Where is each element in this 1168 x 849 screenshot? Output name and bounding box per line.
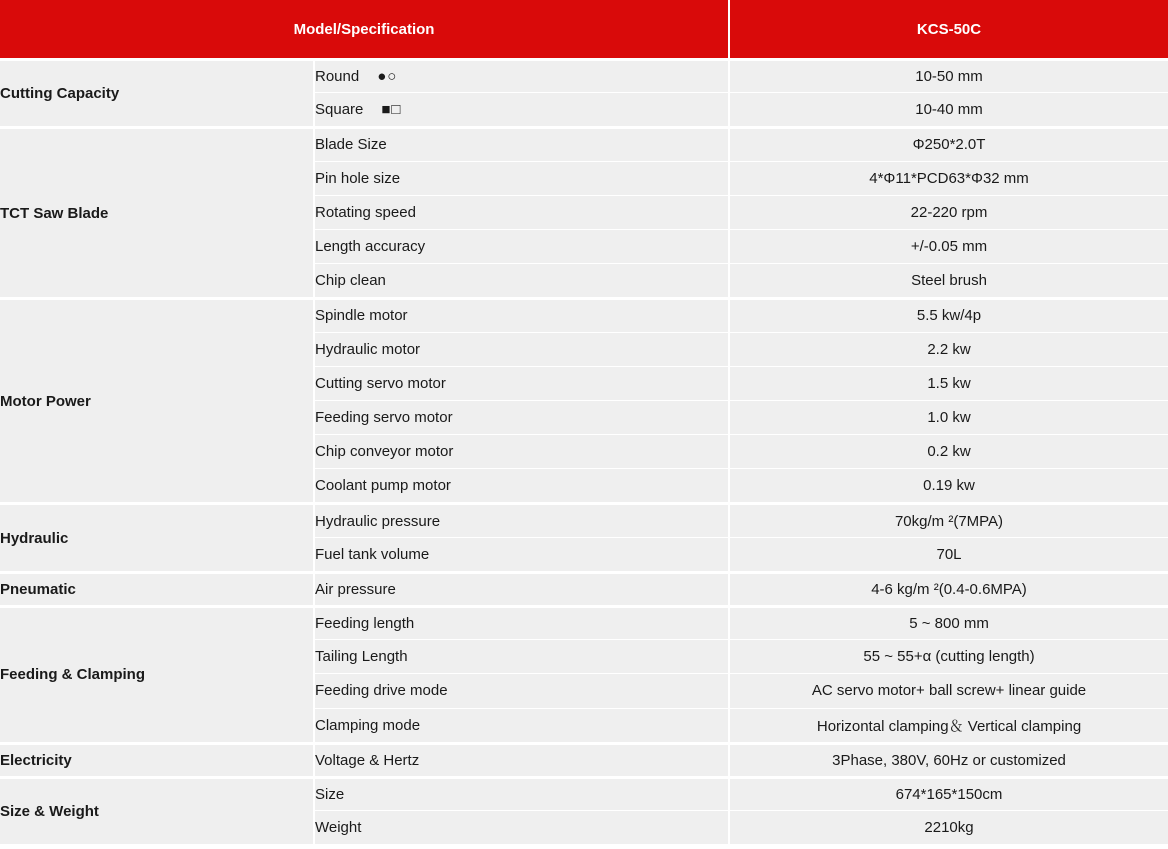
square-symbol-icon: ■□ bbox=[381, 101, 402, 119]
param-label: Feeding drive mode bbox=[315, 673, 730, 707]
param-label: Spindle motor bbox=[315, 297, 730, 331]
param-label: Rotating speed bbox=[315, 195, 730, 229]
param-label: Weight bbox=[315, 810, 730, 844]
param-label: Size bbox=[315, 776, 730, 810]
param-label: Cutting servo motor bbox=[315, 366, 730, 400]
param-value: 55 ~ 55+α (cutting length) bbox=[730, 639, 1168, 673]
param-value: Horizontal clamping＆ Vertical clamping bbox=[730, 708, 1168, 742]
param-label: Chip clean bbox=[315, 263, 730, 297]
spec-header-cell: Model/Specification bbox=[0, 0, 730, 58]
group-label: Feeding & Clamping bbox=[0, 605, 315, 742]
table-row bbox=[0, 605, 1168, 639]
table-row bbox=[0, 502, 1168, 536]
param-value: Steel brush bbox=[730, 263, 1168, 297]
param-value: 4*Φ11*PCD63*Φ32 mm bbox=[730, 161, 1168, 195]
table-row bbox=[0, 297, 1168, 331]
group-label: Cutting Capacity bbox=[0, 58, 315, 126]
param-label: Square ■□ bbox=[315, 92, 730, 126]
param-label: Round ●○ bbox=[315, 58, 730, 92]
param-value: 4-6 kg/m ²(0.4-0.6MPA) bbox=[730, 571, 1168, 605]
group-label: Hydraulic bbox=[0, 502, 315, 570]
group-label: Size & Weight bbox=[0, 776, 315, 844]
table-row bbox=[0, 58, 1168, 92]
table-header bbox=[0, 0, 1168, 58]
param-label: Voltage & Hertz bbox=[315, 742, 730, 776]
param-label: Length accuracy bbox=[315, 229, 730, 263]
param-label: Coolant pump motor bbox=[315, 468, 730, 502]
param-label: Feeding length bbox=[315, 605, 730, 639]
table-row bbox=[0, 742, 1168, 776]
model-header-cell: KCS-50C bbox=[730, 0, 1168, 58]
param-label: Hydraulic motor bbox=[315, 332, 730, 366]
param-value: Φ250*2.0T bbox=[730, 126, 1168, 160]
param-label: Blade Size bbox=[315, 126, 730, 160]
table-row bbox=[0, 571, 1168, 605]
param-label: Chip conveyor motor bbox=[315, 434, 730, 468]
param-value: 10-50 mm bbox=[730, 58, 1168, 92]
param-value: 1.5 kw bbox=[730, 366, 1168, 400]
group-label: Electricity bbox=[0, 742, 315, 776]
param-value: 5.5 kw/4p bbox=[730, 297, 1168, 331]
param-value: 3Phase, 380V, 60Hz or customized bbox=[730, 742, 1168, 776]
param-value: 674*165*150cm bbox=[730, 776, 1168, 810]
param-value: AC servo motor+ ball screw+ linear guide bbox=[730, 673, 1168, 707]
param-label: Tailing Length bbox=[315, 639, 730, 673]
param-label: Fuel tank volume bbox=[315, 537, 730, 571]
param-label: Hydraulic pressure bbox=[315, 502, 730, 536]
param-value: 0.19 kw bbox=[730, 468, 1168, 502]
group-label: TCT Saw Blade bbox=[0, 126, 315, 297]
param-value: 70kg/m ²(7MPA) bbox=[730, 502, 1168, 536]
param-value: 1.0 kw bbox=[730, 400, 1168, 434]
param-value: 0.2 kw bbox=[730, 434, 1168, 468]
param-value: 22-220 rpm bbox=[730, 195, 1168, 229]
table-row bbox=[0, 776, 1168, 810]
param-label: Clamping mode bbox=[315, 708, 730, 742]
param-label: Feeding servo motor bbox=[315, 400, 730, 434]
table-row bbox=[0, 126, 1168, 160]
param-value: 10-40 mm bbox=[730, 92, 1168, 126]
header-row bbox=[0, 0, 1168, 58]
param-value: 70L bbox=[730, 537, 1168, 571]
table-body bbox=[0, 58, 1168, 844]
param-value: +/-0.05 mm bbox=[730, 229, 1168, 263]
group-label: Pneumatic bbox=[0, 571, 315, 605]
group-label: Motor Power bbox=[0, 297, 315, 502]
param-label: Pin hole size bbox=[315, 161, 730, 195]
param-value: 2.2 kw bbox=[730, 332, 1168, 366]
round-symbol-icon: ●○ bbox=[377, 68, 398, 86]
param-label: Air pressure bbox=[315, 571, 730, 605]
param-value: 5 ~ 800 mm bbox=[730, 605, 1168, 639]
param-value: 2210kg bbox=[730, 810, 1168, 844]
